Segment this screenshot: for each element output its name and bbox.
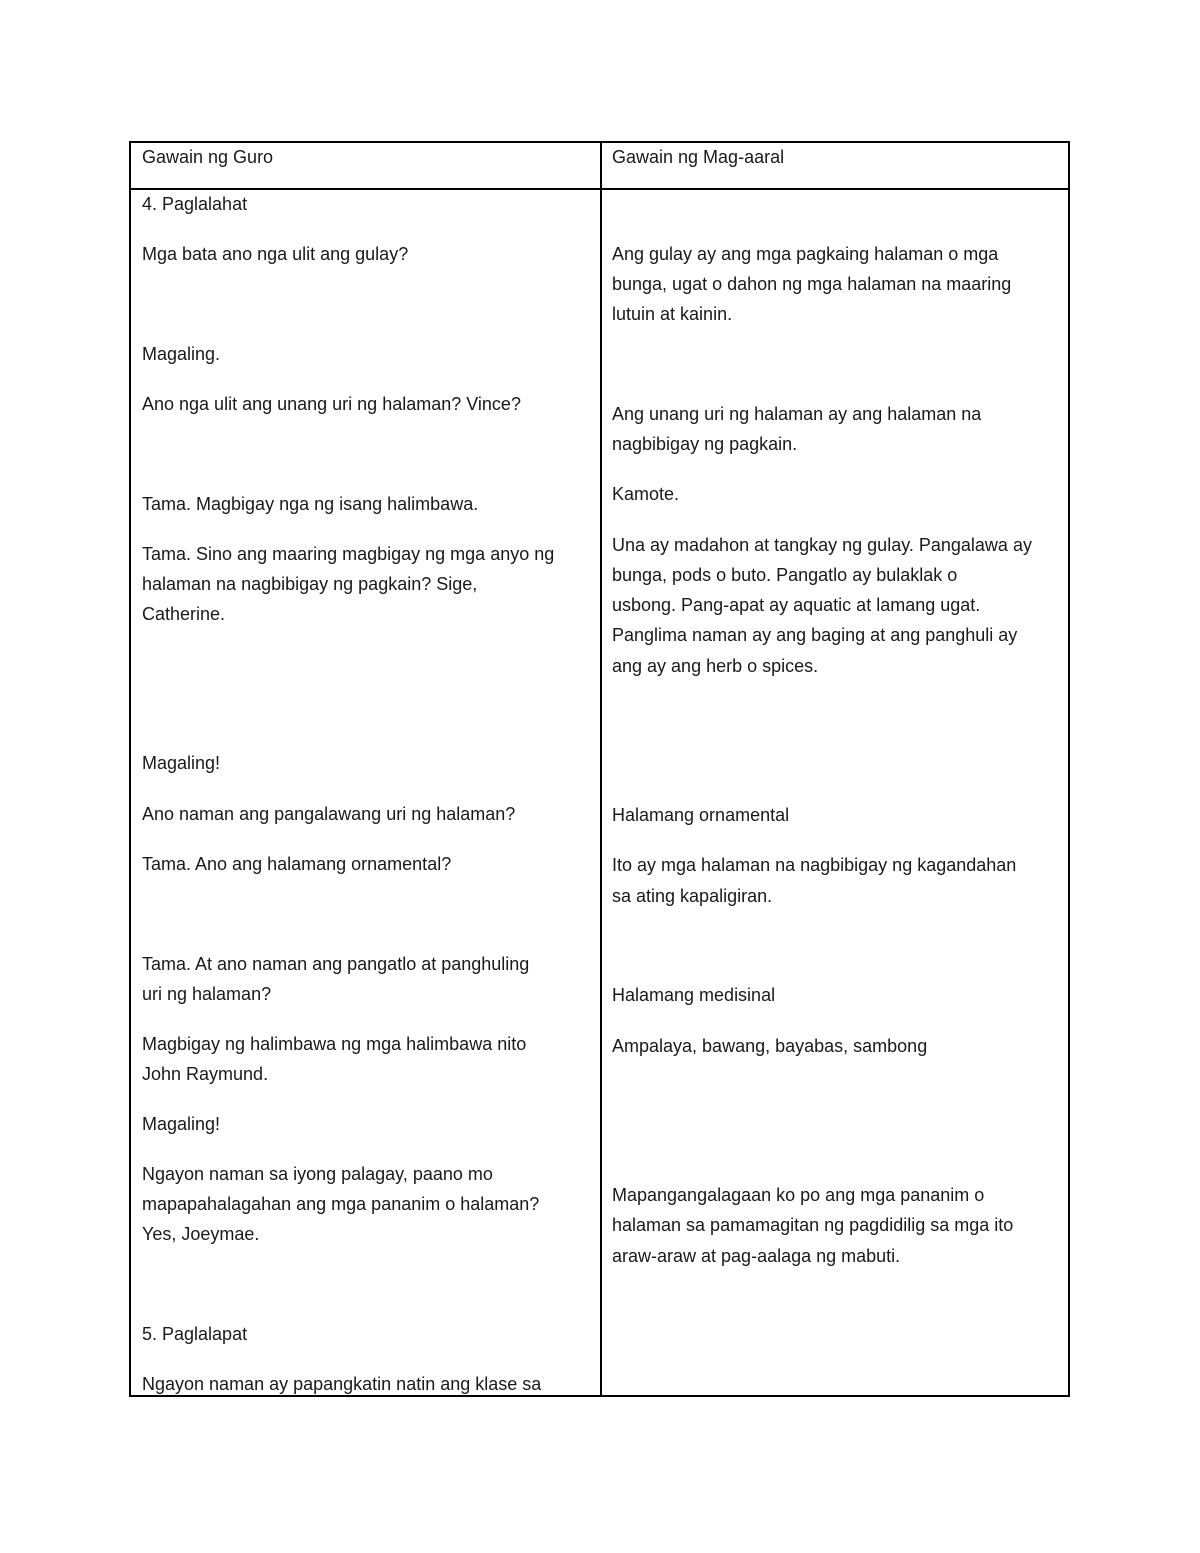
teacher-question-line: Yes, Joeymae. (142, 1224, 260, 1244)
student-answer-line: lutuin at kainin. (612, 304, 733, 324)
student-answer-line: bunga, ugat o dahon ng mga halaman na maaring (612, 274, 1012, 294)
teacher-question-line: Ngayon naman sa iyong palagay, paano mo (142, 1164, 493, 1184)
teacher-column-header: Gawain ng Guro (142, 147, 274, 167)
teacher-question-line: uri ng halaman? (142, 984, 272, 1004)
teacher-question-line: Magbigay ng halimbawa ng mga halimbawa nito (142, 1034, 527, 1054)
student-answer-line: Una ay madahon at tangkay ng gulay. Pangalawa ay (612, 535, 1032, 555)
teacher-question-line: Catherine. (142, 604, 226, 624)
header-divider (131, 188, 1068, 190)
student-answer: Halamang medisinal (612, 985, 776, 1005)
student-answer-line: usbong. Pang-apat ay aquatic at lamang ugat. (612, 595, 981, 615)
student-answer-line: Panglima naman ay ang baging at ang panghuli ay (612, 625, 1018, 645)
student-answer: Halamang ornamental (612, 805, 790, 825)
student-column-header: Gawain ng Mag-aaral (612, 147, 785, 167)
teacher-praise: Magaling! (142, 1114, 221, 1134)
teacher-question-line: Tama. At ano naman ang pangatlo at panghuling (142, 954, 530, 974)
student-answer-line: Ang gulay ay ang mga pagkaing halaman o mga (612, 244, 999, 264)
teacher-question: Mga bata ano nga ulit ang gulay? (142, 244, 409, 264)
student-answer-line: araw-araw at pag-aalaga ng mabuti. (612, 1246, 901, 1266)
teacher-question-line: halaman na nagbibigay ng pagkain? Sige, (142, 574, 478, 594)
section-heading-paglalahat: 4. Paglalahat (142, 194, 248, 214)
column-divider (600, 143, 602, 1395)
teacher-question-line: mapapahalagahan ang mga pananim o halaman? (142, 1194, 540, 1214)
teacher-question-line: John Raymund. (142, 1064, 269, 1084)
teacher-instruction: Ngayon naman ay papangkatin natin ang klase sa (142, 1374, 542, 1394)
teacher-praise: Magaling. (142, 344, 221, 364)
teacher-question: Tama. Magbigay nga ng isang halimbawa. (142, 494, 479, 514)
teacher-question-line: Tama. Sino ang maaring magbigay ng mga anyo ng (142, 544, 555, 564)
student-answer-line: Ang unang uri ng halaman ay ang halaman na (612, 404, 982, 424)
student-answer-line: halaman sa pamamagitan ng pagdidilig sa mga ito (612, 1215, 1014, 1235)
student-answer-line: nagbibigay ng pagkain. (612, 434, 798, 454)
student-answer-line: sa ating kapaligiran. (612, 886, 773, 906)
teacher-question: Tama. Ano ang halamang ornamental? (142, 854, 452, 874)
teacher-question: Ano naman ang pangalawang uri ng halaman? (142, 804, 516, 824)
section-heading-paglalapat: 5. Paglalapat (142, 1324, 248, 1344)
student-answer: Kamote. (612, 484, 680, 504)
student-answer-line: bunga, pods o buto. Pangatlo ay bulaklak o (612, 565, 958, 585)
student-answer-line: Ito ay mga halaman na nagbibigay ng kagandahan (612, 855, 1017, 875)
student-answer-line: ang ay ang herb o spices. (612, 656, 819, 676)
teacher-praise: Magaling! (142, 753, 221, 773)
student-answer-line: Mapangangalagaan ko po ang mga pananim o (612, 1185, 985, 1205)
student-answer: Ampalaya, bawang, bayabas, sambong (612, 1036, 928, 1056)
teacher-question: Ano nga ulit ang unang uri ng halaman? Vince? (142, 394, 521, 414)
